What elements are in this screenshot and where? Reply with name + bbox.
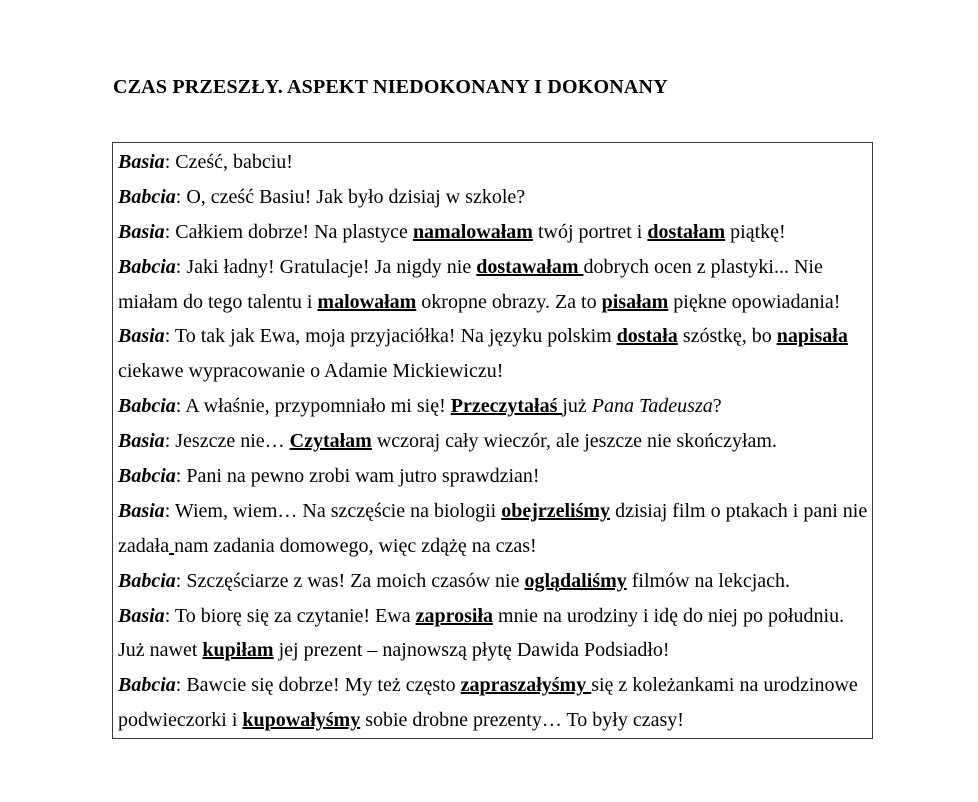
verb-highlight: obejrzeliśmy	[501, 499, 611, 522]
dialogue-line	[118, 459, 868, 494]
dialogue-text: mnie na urodziny i idę do niej po południu.	[493, 604, 845, 627]
dialogue-line	[118, 145, 868, 180]
verb-highlight: oglądaliśmy	[524, 569, 627, 592]
dialogue-line	[118, 319, 868, 354]
dialogue-text: podwieczorki i	[118, 709, 243, 732]
verb-highlight: dostała	[616, 325, 678, 348]
speaker-name: Basia	[118, 220, 165, 243]
dialogue-text: miałam do tego talentu i	[118, 290, 318, 313]
speaker-name: Babcia	[118, 185, 176, 208]
dialogue-line	[118, 599, 868, 634]
dialogue-text: : To tak jak Ewa, moja przyjaciółka! Na języku polskim	[164, 325, 617, 348]
dialogue-line	[118, 354, 868, 389]
italic-title: Pana Tadeusza	[591, 395, 713, 418]
dialogue-line	[118, 494, 868, 529]
dialogue-text: : O, cześć Basiu! Jak było dzisiaj w szkole?	[175, 185, 526, 208]
dialogue-text: się z koleżankami na urodzinowe	[591, 674, 858, 697]
speaker-name: Babcia	[118, 465, 176, 488]
speaker-name: Babcia	[118, 395, 176, 418]
verb-highlight: malowałam	[317, 290, 417, 313]
dialogue-text: : Całkiem dobrze! Na plastyce	[164, 220, 413, 243]
verb-highlight: kupiłam	[202, 639, 274, 662]
dialogue-text: jej prezent – najnowszą płytę Dawida Podsiadło!	[273, 639, 670, 662]
dialogue-text: zadała	[118, 534, 170, 557]
dialogue-text: filmów na lekcjach.	[626, 569, 791, 592]
verb-highlight: Czytałam	[289, 430, 372, 453]
verb-highlight: kupowałyśmy	[242, 709, 361, 732]
verb-highlight: zapraszałyśmy	[460, 674, 592, 697]
dialogue-text: : Jaki ładny! Gratulacje! Ja nigdy nie	[175, 255, 477, 278]
speaker-name: Babcia	[118, 255, 176, 278]
dialogue-box	[112, 142, 873, 739]
verb-highlight: pisałam	[601, 290, 669, 313]
dialogue-text: : Jeszcze nie…	[164, 430, 290, 453]
dialogue-line	[118, 180, 868, 215]
dialogue-text: piątkę!	[725, 220, 786, 243]
dialogue-line	[118, 633, 868, 668]
verb-highlight: dostałam	[647, 220, 726, 243]
dialogue-text: sobie drobne prezenty… To były czasy!	[360, 709, 684, 732]
dialogue-text: okropne obrazy. Za to	[416, 290, 602, 313]
dialogue-text: : Szczęściarze z was! Za moich czasów nie	[175, 569, 525, 592]
dialogue-text: dzisiaj film o ptakach i pani nie	[610, 499, 868, 522]
dialogue-text: : Wiem, wiem… Na szczęście na biologii	[164, 499, 502, 522]
verb-highlight: zaprosiła	[415, 604, 494, 627]
dialogue-text: wczoraj cały wieczór, ale jeszcze nie skończyłam.	[371, 430, 777, 453]
verb-highlight: Przeczytałaś	[450, 395, 563, 418]
dialogue-line	[118, 389, 868, 424]
dialogue-line	[118, 564, 868, 599]
dialogue-text: ciekawe wypracowanie o Adamie Mickiewiczu!	[118, 360, 504, 383]
dialogue-line	[118, 668, 868, 703]
dialogue-text: : To biorę się za czytanie! Ewa	[164, 604, 416, 627]
dialogue-text: ?	[712, 395, 722, 418]
speaker-name: Basia	[118, 151, 165, 173]
speaker-name: Basia	[118, 604, 165, 627]
speaker-name: Basia	[118, 430, 165, 453]
dialogue-line	[118, 285, 868, 320]
dialogue-text: już	[562, 395, 592, 418]
verb-highlight: napisała	[776, 325, 848, 348]
dialogue-text: szóstkę, bo	[677, 325, 777, 348]
dialogue-text: : Bawcie się dobrze! My też często	[175, 674, 461, 697]
dialogue-text: : Cześć, babciu!	[164, 151, 293, 173]
dialogue-line	[118, 529, 868, 564]
speaker-name: Basia	[118, 325, 165, 348]
dialogue-text: twój portret i	[532, 220, 648, 243]
speaker-name: Babcia	[118, 569, 176, 592]
dialogue-line	[118, 703, 868, 738]
dialogue-text: piękne opowiadania!	[668, 290, 841, 313]
dialogue-line	[118, 215, 868, 250]
verb-highlight: dostawałam	[476, 255, 584, 278]
dialogue-line	[118, 250, 868, 285]
dialogue-text: : A właśnie, przypomniało mi się!	[175, 395, 451, 418]
dialogue-text: nam zadania domowego, więc zdążę na czas!	[174, 534, 537, 557]
verb-highlight: namalowałam	[412, 220, 533, 243]
dialogue-line	[118, 424, 868, 459]
dialogue-text: Już nawet	[118, 639, 203, 662]
speaker-name: Babcia	[118, 674, 176, 697]
page-title: CZAS PRZESZŁY. ASPEKT NIEDOKONANY I DOKONANY	[113, 76, 668, 98]
dialogue-text: : Pani na pewno zrobi wam jutro sprawdzian!	[175, 465, 540, 488]
dialogue-text: dobrych ocen z plastyki... Nie	[583, 255, 823, 278]
speaker-name: Basia	[118, 499, 165, 522]
